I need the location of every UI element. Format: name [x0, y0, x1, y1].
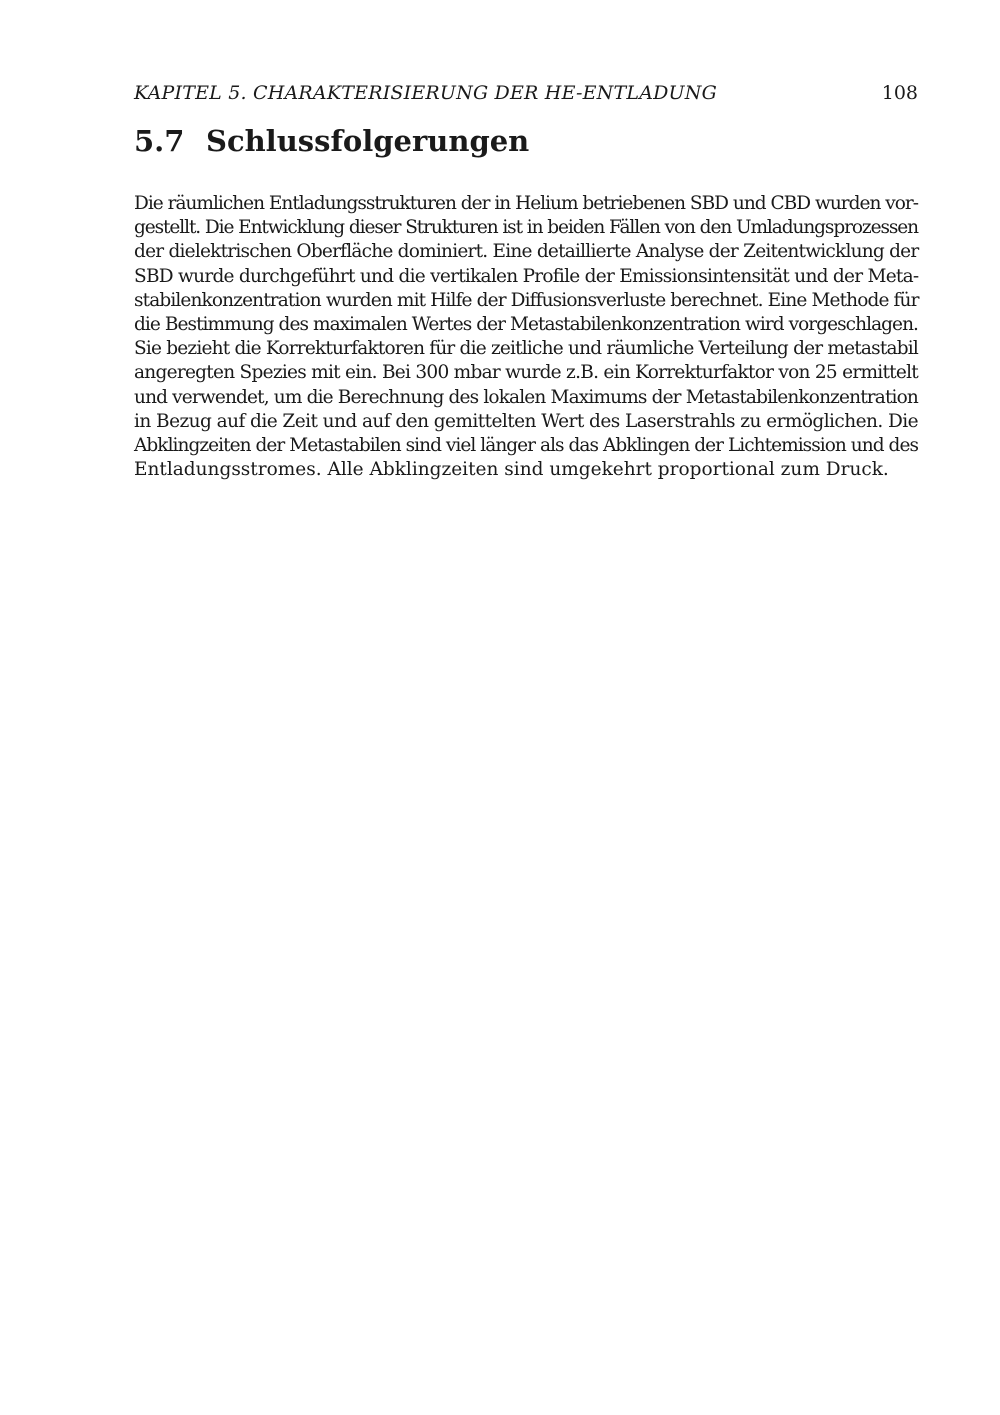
- running-header: [134, 82, 918, 110]
- paragraph-line: stabilenkonzentration wurden mit Hilfe der Diffusionsverluste berechnet. Eine Methode für: [134, 289, 919, 311]
- paragraph-line: Sie bezieht die Korrekturfaktoren für die zeitliche und räumliche Verteilung der metastabil: [134, 338, 918, 360]
- paragraph-line: Entladungsstromes. Alle Abklingzeiten sind umgekehrt proportional zum Druck.: [134, 459, 889, 481]
- page-number: 108: [881, 82, 918, 104]
- paragraph-line: SBD wurde durchgeführt und die vertikalen Profile der Emissionsintensität und der Meta-: [134, 265, 919, 287]
- body-paragraph: [134, 192, 918, 482]
- section-number: 5.7: [134, 124, 185, 158]
- paragraph-line: angeregten Spezies mit ein. Bei 300 mbar wurde z.B. ein Korrekturfaktor von 25 ermittelt: [134, 362, 918, 384]
- paragraph-line: der dielektrischen Oberfläche dominiert. Eine detaillierte Analyse der Zeitentwicklung der: [134, 241, 919, 263]
- section-heading: [134, 124, 918, 158]
- running-chapter-title: KAPITEL 5. CHARAKTERISIERUNG DER HE-ENTLADUNG: [134, 82, 717, 104]
- paragraph-line: und verwendet, um die Berechnung des lokalen Maximums der Metastabilenkonzentration: [134, 386, 918, 408]
- paragraph-line: in Bezug auf die Zeit und auf den gemittelten Wert des Laserstrahls zu ermöglichen. Die: [134, 410, 918, 432]
- paragraph-line: Abklingzeiten der Metastabilen sind viel länger als das Abklingen der Lichtemission und des: [134, 434, 918, 456]
- paragraph-line: die Bestimmung des maximalen Wertes der Metastabilenkonzentration wird vorgeschlagen.: [134, 313, 918, 335]
- paragraph-line: gestellt. Die Entwicklung dieser Strukturen ist in beiden Fällen von den Umladungsprozessen: [134, 217, 919, 239]
- paragraph-line: Die räumlichen Entladungsstrukturen der in Helium betriebenen SBD und CBD wurden vor-: [134, 193, 918, 214]
- section-title: Schlussfolgerungen: [206, 124, 530, 158]
